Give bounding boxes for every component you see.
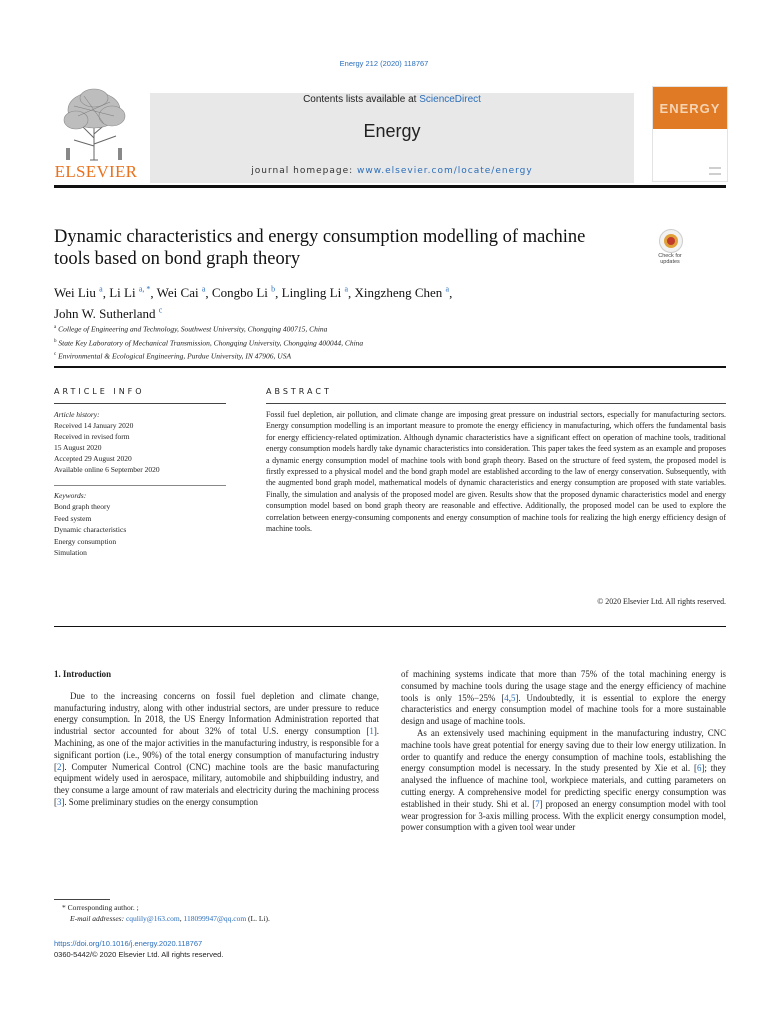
citation-link[interactable]: 4 — [504, 692, 509, 703]
history-item: Received in revised form — [54, 432, 130, 441]
abstract-heading: ABSTRACT — [266, 387, 332, 396]
elsevier-tree-icon — [54, 86, 138, 162]
abstract-rule — [266, 403, 726, 404]
check-for-updates-button[interactable] — [651, 229, 689, 269]
body-column-right — [401, 669, 726, 834]
author[interactable]: Wei Liu $^a$ — [54, 285, 103, 301]
journal-homepage-link[interactable]: www.elsevier.com/locate/energy — [357, 166, 533, 176]
paragraph-text: , — [508, 692, 511, 703]
cover-title: ENERGY — [659, 101, 721, 116]
contents-line — [150, 94, 634, 105]
header-rule — [54, 185, 726, 188]
body-rule — [54, 626, 726, 627]
doi-link[interactable]: https://doi.org/10.1016/j.energy.2020.118767 — [54, 939, 203, 948]
journal-name: Energy — [363, 121, 421, 141]
paragraph — [54, 691, 379, 809]
homepage-prefix: journal homepage: — [251, 166, 358, 176]
author[interactable]: Lingling Li $^a$ — [281, 285, 349, 301]
article-title: Dynamic characteristics and energy consumption modelling of machine tools based on bond graph theory — [54, 227, 586, 269]
keywords-rule — [54, 485, 226, 486]
article-history — [54, 409, 226, 475]
keyword: Feed system — [54, 513, 92, 523]
keywords-label: Keywords: — [54, 491, 87, 500]
paragraph-text: ]. Computer Numerical Control (CNC) machine tools are the basic manufacturing equipment widely used in aerospace, military, automobile and shipbuilding industry, and they consume a large amount of raw materials and electricity during the machining process [ — [54, 761, 379, 807]
check-for-updates-icon — [659, 229, 683, 253]
paragraph-text: ]. Machining, as one of the major activities in the manufacturing industry, is responsible for a significant portion (i.e., 90%) of the total energy consumption of manufacturing industry [ — [54, 726, 379, 772]
contents-prefix: Contents lists available at — [303, 94, 420, 105]
journal-homepage-line — [150, 166, 634, 176]
article-info-heading: ARTICLE INFO — [54, 387, 145, 396]
corresponding-author-note: * Corresponding author. ; — [62, 903, 139, 912]
elsevier-wordmark: ELSEVIER — [54, 162, 138, 181]
paragraph-text: ]. Undoubtedly, it is essential to explore the energy characteristics and energy consumption model of machine tools for a more sustainable design and usage of machine tools. — [401, 692, 726, 727]
journal-citation[interactable]: Energy 212 (2020) 118767 — [339, 59, 429, 68]
abstract-text: Fossil fuel depletion, air pollution, and climate change are imposing great pressure on industrial sectors, especially for manufacturing sectors. Energy consumption modelling is an important measure to promote the energy efficiency in manufacturing, which offers the fundamental basis for energy efficiency-related optimization. Although dynamic characteristics have a significant effect on operation of machine tools, traditional energy consumption models hardly take dynamic characteristics into consideration. This paper takes the feed system as an example and proposes a dynamic energy consumption model of machine tools with bond graph theory. Based on the structure of feed system, the proposed model is firstly expressed to a physical model and the bond graph model are established according to the law of energy conservation. Subsequently, with the augmented bond graph model, mathematical models of dynamic characteristics and energy consumption are proposed with state variables. Finally, the simulation and analysis of the proposed model are given. Results show that the proposed dynamic characteristics model and energy consumption model based on bond graph theory are reasonable and effective. Additionally, the proposed model can be used to explore the correlation between energy-consuming components and energy consumption of machine tools for realizing the high energy efficiency design of machine tools. — [266, 410, 726, 534]
author[interactable]: Congbo Li $^b$ — [211, 285, 276, 301]
citation-link[interactable]: 1 — [369, 726, 374, 737]
history-item: Accepted 29 August 2020 — [54, 454, 132, 463]
affiliations — [54, 322, 714, 363]
paragraph-text: Due to the increasing concerns on fossil fuel depletion and climate change, manufacturing industry, along with other industrial sectors, are under pressure to reduce energy consumption. In 2018, the US Energy Information Administration reported that industrial sector accounted for about 32% of total U.S. energy consumption [ — [54, 690, 379, 737]
keyword: Dynamic characteristics — [54, 525, 127, 535]
section-rule — [54, 366, 726, 368]
paragraph-text: ] proposed an energy consumption model with tool wear progression for 3-axis milling process. With the explicit energy consumption model, power consumption with a given tool wear under — [401, 798, 726, 833]
email-link[interactable]: 118099947@qq.com — [183, 914, 247, 923]
citation-link[interactable]: 3 — [56, 796, 62, 807]
history-item: Received 14 January 2020 — [54, 421, 134, 430]
section-title: 1. Introduction — [54, 669, 112, 679]
author[interactable]: John W. Sutherland $^c$ — [54, 305, 163, 321]
paragraph-text: ]. Some preliminary studies on the energy consumption — [61, 796, 258, 807]
footnote — [54, 902, 379, 924]
paragraph-text: ]; they analysed the influence of machine tool, workpiece materials, and cutting parameters on cutting energy. A comprehensive model for predicting specific energy consumption was established in their study. Shi et al. [ — [401, 763, 726, 809]
email-link[interactable]: cqulily@163.com — [125, 914, 180, 923]
article-info-rule — [54, 403, 226, 404]
paragraph — [401, 728, 726, 834]
history-label: Article history: — [54, 410, 100, 419]
citation-link[interactable]: 6 — [696, 763, 702, 774]
citation-link[interactable]: 2 — [56, 761, 62, 772]
check-for-updates-label: Check for updates — [658, 253, 682, 265]
paragraph-text: As an extensively used machining equipment in the manufacturing industry, CNC machine tools have great potential for energy saving due to their low energy utilization. In order to quantify and reduce the energy consumption of machine tools, establishing the energy consumption model is necessary. In the study presented by Xie et al. [ — [401, 727, 726, 774]
keywords — [54, 490, 226, 558]
citation-link[interactable]: 5 — [510, 692, 516, 703]
journal-masthead — [150, 93, 634, 183]
journal-cover-thumbnail[interactable] — [652, 86, 728, 182]
author-list: Wei Liu $^a$, Li Li $^{a, *}$, Wei Cai $^a$, Congbo Li $^b$, Lingling Li $^a$, Xingzheng Chen $^a$, John W. Sutherland $^c$ — [54, 285, 453, 321]
author[interactable]: Wei Cai $^a$ — [156, 285, 206, 301]
affiliation: $^c$ Environmental & Ecological Engineering, Purdue University, IN 47906, USA — [54, 351, 292, 361]
author[interactable]: Xingzheng Chen $^a$ — [354, 285, 450, 301]
abstract-copyright: © 2020 Elsevier Ltd. All rights reserved. — [597, 597, 726, 606]
elsevier-logo — [54, 86, 138, 182]
email-addresses: E-mail addresses: cqulily@163.com, 118099947@qq.com (L. Li). — [70, 914, 270, 923]
affiliation: $^b$ State Key Laboratory of Mechanical Transmission, Chongqing University, Chongqing 400044, China — [54, 338, 364, 347]
keyword: Bond graph theory — [54, 502, 111, 512]
sciencedirect-link[interactable]: ScienceDirect — [419, 94, 481, 105]
history-item: 15 August 2020 — [54, 443, 102, 452]
history-item: Available online 6 September 2020 — [54, 465, 160, 474]
footnote-rule — [54, 899, 110, 900]
cover-line — [709, 167, 721, 169]
keyword: Simulation — [54, 548, 87, 558]
issn-copyright: 0360-5442/© 2020 Elsevier Ltd. All rights reserved. — [54, 950, 224, 959]
affiliation: $^a$ College of Engineering and Technology, Southwest University, Chongqing 400715, China — [54, 324, 328, 334]
body-column-left — [54, 669, 379, 809]
citation-link[interactable]: 7 — [535, 798, 540, 809]
keyword: Energy consumption — [54, 536, 117, 546]
author[interactable]: Li Li $^{a, *}$ — [109, 285, 151, 301]
paragraph-text: of machining systems indicate that more than 75% of the total machining energy is consumed by machine tools during the usage stage and the energy efficiency of machine tools is only 15%−25% [ — [401, 669, 726, 703]
cover-line — [709, 173, 721, 175]
paragraph — [401, 669, 726, 728]
